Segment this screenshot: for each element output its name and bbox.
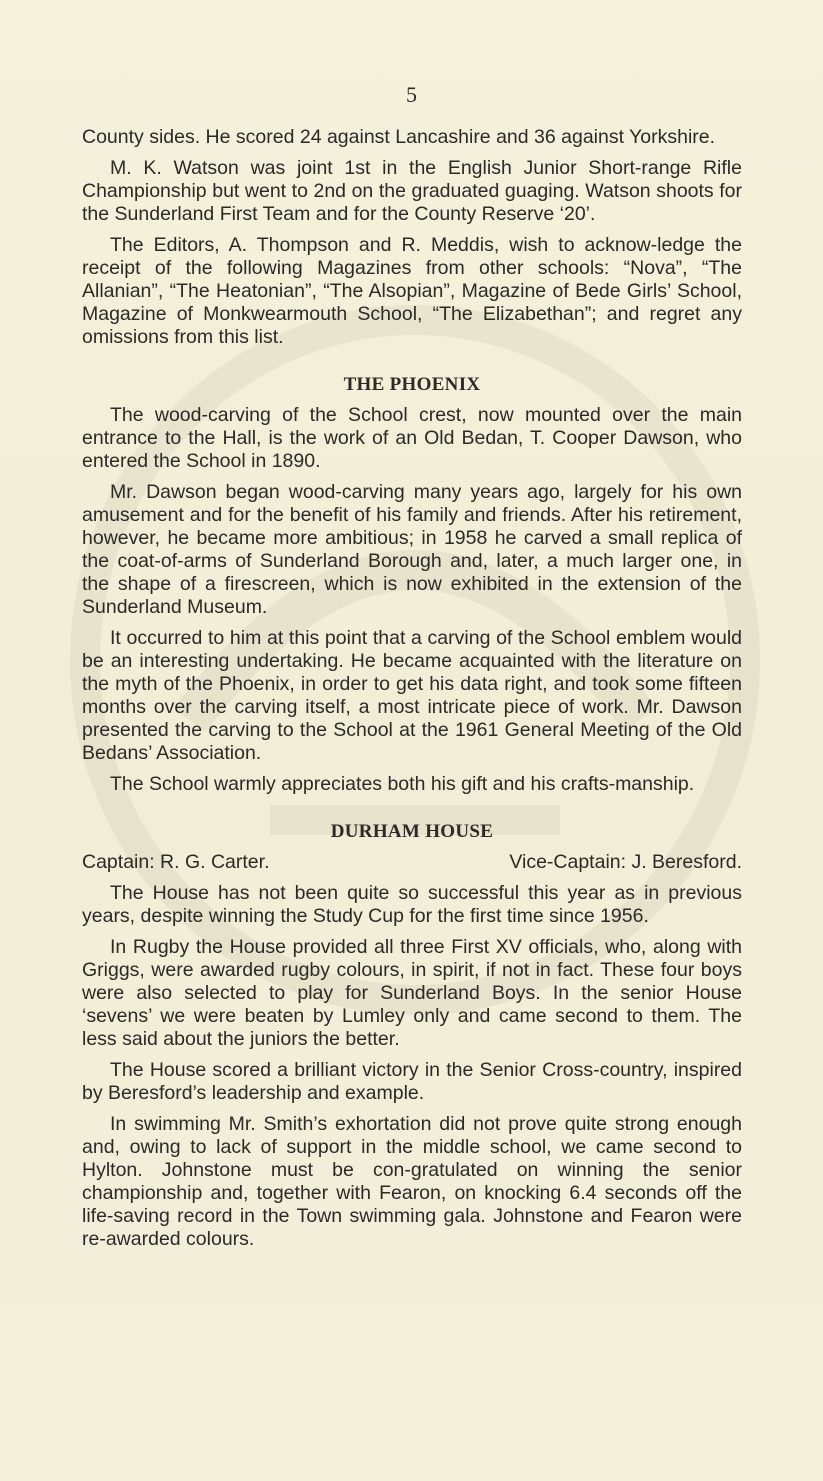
durham-paragraph-1: The House has not been quite so successful this year as in previous years, despite winning the Study Cup for the first time since 1956. [82,882,742,927]
phoenix-section [82,373,742,796]
durham-house-heading: DURHAM HOUSE [330,821,494,842]
vice-captain-text: Vice-Captain: J. Beresford. [509,851,742,873]
durham-house-section [82,820,742,1251]
intro-section [82,126,742,349]
page-number: 5 [406,82,417,107]
intro-paragraph-2: M. K. Watson was joint 1st in the English Junior Short-range Rifle Championship but went to 2nd on the graduated guaging. Watson shoots for the Sunderland First Team and for the County Reserve ‘20’. [82,157,742,225]
phoenix-paragraph-3: It occurred to him at this point that a carving of the School emblem would be an interesting undertaking. He became acquainted with the literature on the myth of the Phoenix, in order to get his data right, and took some fifteen months over the carving itself, a most intricate piece of work. Mr. Dawson presented the carving to the School at the 1961 General Meeting of the Old Bedans’ Association. [82,627,742,764]
intro-paragraph-1: County sides. He scored 24 against Lancashire and 36 against Yorkshire. [82,126,716,148]
durham-paragraph-4: In swimming Mr. Smith’s exhortation did not prove quite strong enough and, owing to lack of support in the middle school, we came second to Hylton. Johnstone must be con-gratulated on winning the senior championship and, together with Fearon, on knocking 6.4 seconds off the life-saving record in the Town swimming gala. Johnstone and Fearon were re-awarded colours. [82,1113,742,1250]
phoenix-paragraph-4: The School warmly appreciates both his gift and his crafts-manship. [110,773,695,795]
phoenix-paragraph-2: Mr. Dawson began wood-carving many years ago, largely for his own amusement and for the benefit of his family and friends. After his retirement, however, he became more ambitious; in 1958 he carved a small replica of the coat-of-arms of Sunderland Borough and, later, a much larger one, in the shape of a firescreen, which is now exhibited in the extension of the Sunderland Museum. [82,481,742,618]
phoenix-heading: THE PHOENIX [343,374,481,395]
intro-paragraph-3: The Editors, A. Thompson and R. Meddis, wish to acknow-ledge the receipt of the following Magazines from other schools: “Nova”, “The Allanian”, “The Heatonian”, “The Alsopian”, Magazine of Bede Girls’ School, Magazine of Monkwearmouth School, “The Elizabethan”; and regret any omissions from this list. [82,234,742,348]
durham-paragraph-3: The House scored a brilliant victory in the Senior Cross-country, inspired by Beresford’s leadership and example. [82,1059,742,1104]
house-officers [82,851,742,874]
article-body [82,126,742,1259]
phoenix-paragraph-1: The wood-carving of the School crest, now mounted over the main entrance to the Hall, is the work of an Old Bedan, T. Cooper Dawson, who entered the School in 1890. [82,404,742,472]
durham-paragraph-2: In Rugby the House provided all three First XV officials, who, along with Griggs, were awarded rugby colours, in spirit, if not in fact. These four boys were also selected to play for Sunderland Boys. In the senior House ‘sevens’ we were beaten by Lumley only and came second to them. The less said about the juniors the better. [82,936,742,1050]
captain-text: Captain: R. G. Carter. [82,851,270,873]
